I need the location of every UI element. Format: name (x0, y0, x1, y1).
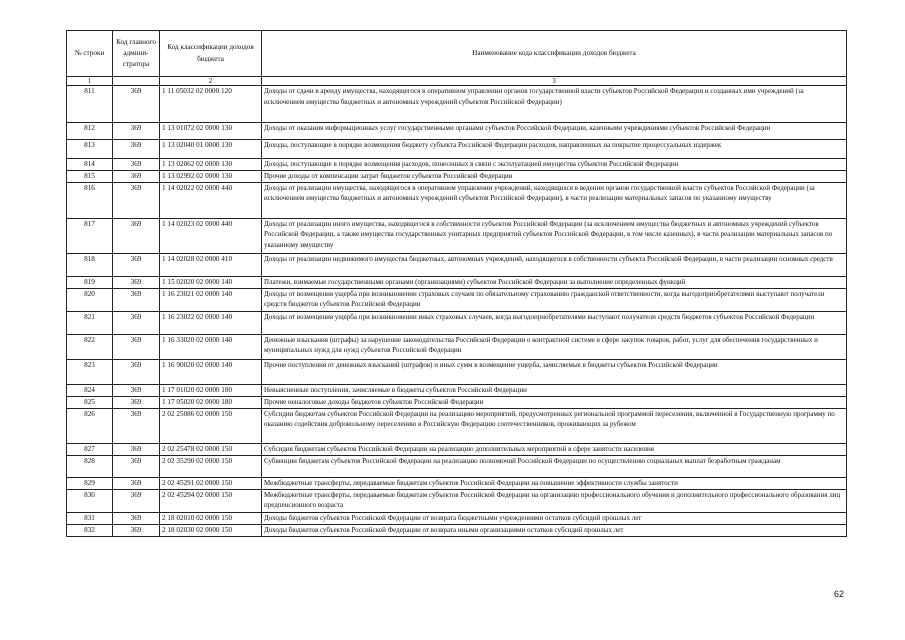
header-row-number: № строки (67, 31, 113, 77)
classification-code-cell: 1 16 90020 02 0000 140 (160, 359, 262, 384)
admin-code-cell: 369 (113, 288, 160, 311)
code-name-cell: Доходы от реализации недвижимого имущества бюджетных, автономных учреждений, находящегося в собственности субъекта Российской Федерации, в части реализации основных средств (262, 253, 847, 276)
admin-code-cell: 369 (113, 359, 160, 384)
table-row (67, 524, 847, 536)
code-name-cell: Платежи, взимаемые государственными органами (организациями) субъектов Российской Федерации за выполнение определенных функций (262, 276, 847, 288)
row-number-cell: 825 (67, 396, 113, 408)
classification-code-cell: 2 02 45291 02 0000 150 (160, 477, 262, 489)
table-row (67, 455, 847, 477)
row-number-cell: 811 (67, 86, 113, 123)
row-number-cell: 812 (67, 123, 113, 140)
admin-code-cell: 369 (113, 218, 160, 253)
table-row (67, 86, 847, 123)
admin-code-cell: 369 (113, 477, 160, 489)
table-row (67, 311, 847, 334)
code-name-cell: Прочие поступления от денежных взысканий (штрафов) и иных сумм в возмещение ущерба, зачисляемые в бюджеты субъектов Российской Федерации (262, 359, 847, 384)
table-row (67, 253, 847, 276)
admin-code-cell: 369 (113, 489, 160, 512)
code-name-cell: Невыясненные поступления, зачисляемые в бюджеты субъектов Российской Федерации (262, 384, 847, 396)
admin-code-cell: 369 (113, 140, 160, 159)
code-name-cell: Прочие неналоговые доходы бюджетов субъектов Российской Федерации (262, 396, 847, 408)
code-name-cell: Доходы от возмещения ущерба при возникновении страховых случаев по обязательному страхованию гражданской ответственности, когда выгодоприобретателями выступают получатели средств бюджетов субъектов Российской Федерации (262, 288, 847, 311)
classification-code-cell: 2 18 02010 02 0000 150 (160, 512, 262, 524)
header-index-1b (113, 77, 160, 86)
classification-code-cell: 1 14 02023 02 0000 440 (160, 218, 262, 253)
classification-code-cell: 2 18 02030 02 0000 150 (160, 524, 262, 536)
row-number-cell: 813 (67, 140, 113, 159)
admin-code-cell: 369 (113, 171, 160, 183)
row-number-cell: 823 (67, 359, 113, 384)
classification-code-cell: 1 16 23021 02 0000 140 (160, 288, 262, 311)
table-row (67, 396, 847, 408)
table-row (67, 359, 847, 384)
code-name-cell: Доходы от реализации иного имущества, находящегося в собственности субъектов Российской Федерации (за исключением имущества бюджетных и автономных учреждений субъектов Российской Федерации, а также имущества государственных унитарных предприятий субъектов Российской Федерации, в том числе казенных), в части реализации материальных запасов по указанному имуществу (262, 218, 847, 253)
table-row (67, 489, 847, 512)
table-row (67, 123, 847, 140)
classification-code-cell: 1 14 02028 02 0000 410 (160, 253, 262, 276)
admin-code-cell: 369 (113, 182, 160, 218)
header-index-1: 1 (67, 77, 113, 86)
classification-code-cell: 2 02 25478 02 0000 150 (160, 443, 262, 455)
admin-code-cell: 369 (113, 159, 160, 171)
code-name-cell: Межбюджетные трансферты, передаваемые бюджетам субъектов Российской Федерации на организацию профессионального обучения и дополнительного профессионального образования лиц предпенсионного возраста (262, 489, 847, 512)
page-number: 62 (834, 589, 845, 599)
admin-code-cell: 369 (113, 253, 160, 276)
row-number-cell: 831 (67, 512, 113, 524)
table-row (67, 512, 847, 524)
row-number-cell: 817 (67, 218, 113, 253)
classification-code-cell: 1 11 05032 02 0000 120 (160, 86, 262, 123)
classification-code-cell: 2 02 45294 02 0000 150 (160, 489, 262, 512)
admin-code-cell: 369 (113, 311, 160, 334)
row-number-cell: 829 (67, 477, 113, 489)
header-admin-code: Код главного админи-стратора (113, 31, 160, 77)
classification-code-cell: 1 17 01020 02 0000 180 (160, 384, 262, 396)
row-number-cell: 824 (67, 384, 113, 396)
row-number-cell: 819 (67, 276, 113, 288)
row-number-cell: 818 (67, 253, 113, 276)
code-name-cell: Доходы от оказания информационных услуг государственными органами субъектов Российской Федерации, казенными учреждениями субъектов Российской Федерации (262, 123, 847, 140)
admin-code-cell: 369 (113, 396, 160, 408)
table-row (67, 477, 847, 489)
code-name-cell: Субвенции бюджетам субъектов Российской Федерации на реализацию полномочий Российской Федерации по осуществлению социальных выплат безработным гражданам (262, 455, 847, 477)
code-name-cell: Доходы от реализации имущества, находящегося в оперативном управлении учреждений, находящихся в ведении органов государственной власти субъектов Российской Федерации (за исключением имущества бюджетных и автономных учреждений субъектов Российской Федерации), в части реализации материальных запасов по указанному имуществу (262, 182, 847, 218)
header-index-3: 3 (262, 77, 847, 86)
admin-code-cell: 369 (113, 276, 160, 288)
code-name-cell: Доходы от возмещения ущерба при возникновении иных страховых случаев, когда выгодоприобретателями выступают получатели средств бюджетов субъектов Российской Федерации (262, 311, 847, 334)
row-number-cell: 832 (67, 524, 113, 536)
classification-code-cell: 1 15 02020 02 0000 140 (160, 276, 262, 288)
code-name-cell: Межбюджетные трансферты, передаваемые бюджетам субъектов Российской Федерации на повышение эффективности службы занятости (262, 477, 847, 489)
table-row (67, 408, 847, 443)
row-number-cell: 828 (67, 455, 113, 477)
row-number-cell: 827 (67, 443, 113, 455)
admin-code-cell: 369 (113, 334, 160, 359)
classification-code-cell: 1 13 02062 02 0000 130 (160, 159, 262, 171)
admin-code-cell: 369 (113, 123, 160, 140)
table-row (67, 276, 847, 288)
classification-code-cell: 1 13 02040 01 0000 130 (160, 140, 262, 159)
row-number-cell: 822 (67, 334, 113, 359)
table-row (67, 334, 847, 359)
classification-code-cell: 1 17 05020 02 0000 180 (160, 396, 262, 408)
table-row (67, 384, 847, 396)
classification-code-cell: 1 14 02022 02 0000 440 (160, 182, 262, 218)
row-number-cell: 816 (67, 182, 113, 218)
row-number-cell: 830 (67, 489, 113, 512)
table-row (67, 140, 847, 159)
header-code-name: Наименование кода классификации доходов бюджета (262, 31, 847, 77)
budget-revenue-table (66, 30, 847, 537)
table-row (67, 218, 847, 253)
table-row (67, 443, 847, 455)
admin-code-cell: 369 (113, 408, 160, 443)
admin-code-cell: 369 (113, 512, 160, 524)
code-name-cell: Доходы бюджетов субъектов Российской Федерации от возврата бюджетными учреждениями остатков субсидий прошлых лет (262, 512, 847, 524)
header-classification-code: Код классификации доходов бюджета (160, 31, 262, 77)
admin-code-cell: 369 (113, 86, 160, 123)
admin-code-cell: 369 (113, 524, 160, 536)
admin-code-cell: 369 (113, 455, 160, 477)
classification-code-cell: 1 13 01072 02 0000 130 (160, 123, 262, 140)
code-name-cell: Денежные взыскания (штрафы) за нарушение законодательства Российской Федерации о контрактной системе в сфере закупок товаров, работ, услуг для обеспечения государственных и муниципальных нужд для нужд субъектов Российской Федерации (262, 334, 847, 359)
row-number-cell: 815 (67, 171, 113, 183)
classification-code-cell: 1 13 02992 02 0000 130 (160, 171, 262, 183)
table-row (67, 182, 847, 218)
admin-code-cell: 369 (113, 384, 160, 396)
row-number-cell: 814 (67, 159, 113, 171)
classification-code-cell: 2 02 35290 02 0000 150 (160, 455, 262, 477)
row-number-cell: 821 (67, 311, 113, 334)
header-index-2: 2 (160, 77, 262, 86)
classification-code-cell: 2 02 25086 02 0000 150 (160, 408, 262, 443)
code-name-cell: Субсидии бюджетам субъектов Российской Федерации на реализацию мероприятий, предусмотренных региональной программой переселения, включенной в Государственную программу по оказанию содействия добровольному переселению в Российскую Федерацию соотечественников, проживающих за рубежом (262, 408, 847, 443)
code-name-cell: Доходы от сдачи в аренду имущества, находящегося в оперативном управлении органов государственной власти субъектов Российской Федерации и созданных ими учреждений (за исключением имущества бюджетных и автономных учреждений субъектов Российской Федерации) (262, 86, 847, 123)
code-name-cell: Прочие доходы от компенсации затрат бюджетов субъектов Российской Федерации (262, 171, 847, 183)
table-row (67, 288, 847, 311)
code-name-cell: Субсидия бюджетам субъектов Российской Федерации на реализацию дополнительных мероприятий в сфере занятости населения (262, 443, 847, 455)
classification-code-cell: 1 16 33020 02 0000 140 (160, 334, 262, 359)
classification-code-cell: 1 16 23022 02 0000 140 (160, 311, 262, 334)
code-name-cell: Доходы, поступающие в порядке возмещения бюджету субъекта Российской Федерации расходов, направленных на покрытие процессуальных издержек (262, 140, 847, 159)
code-name-cell: Доходы бюджетов субъектов Российской Федерации от возврата иными организациями остатков субсидий прошлых лет (262, 524, 847, 536)
table-row (67, 171, 847, 183)
table-row (67, 159, 847, 171)
code-name-cell: Доходы, поступающие в порядке возмещения расходов, понесенных в связи с эксплуатацией имущества субъектов Российской Федерации (262, 159, 847, 171)
row-number-cell: 826 (67, 408, 113, 443)
table-body (67, 86, 847, 536)
row-number-cell: 820 (67, 288, 113, 311)
admin-code-cell: 369 (113, 443, 160, 455)
